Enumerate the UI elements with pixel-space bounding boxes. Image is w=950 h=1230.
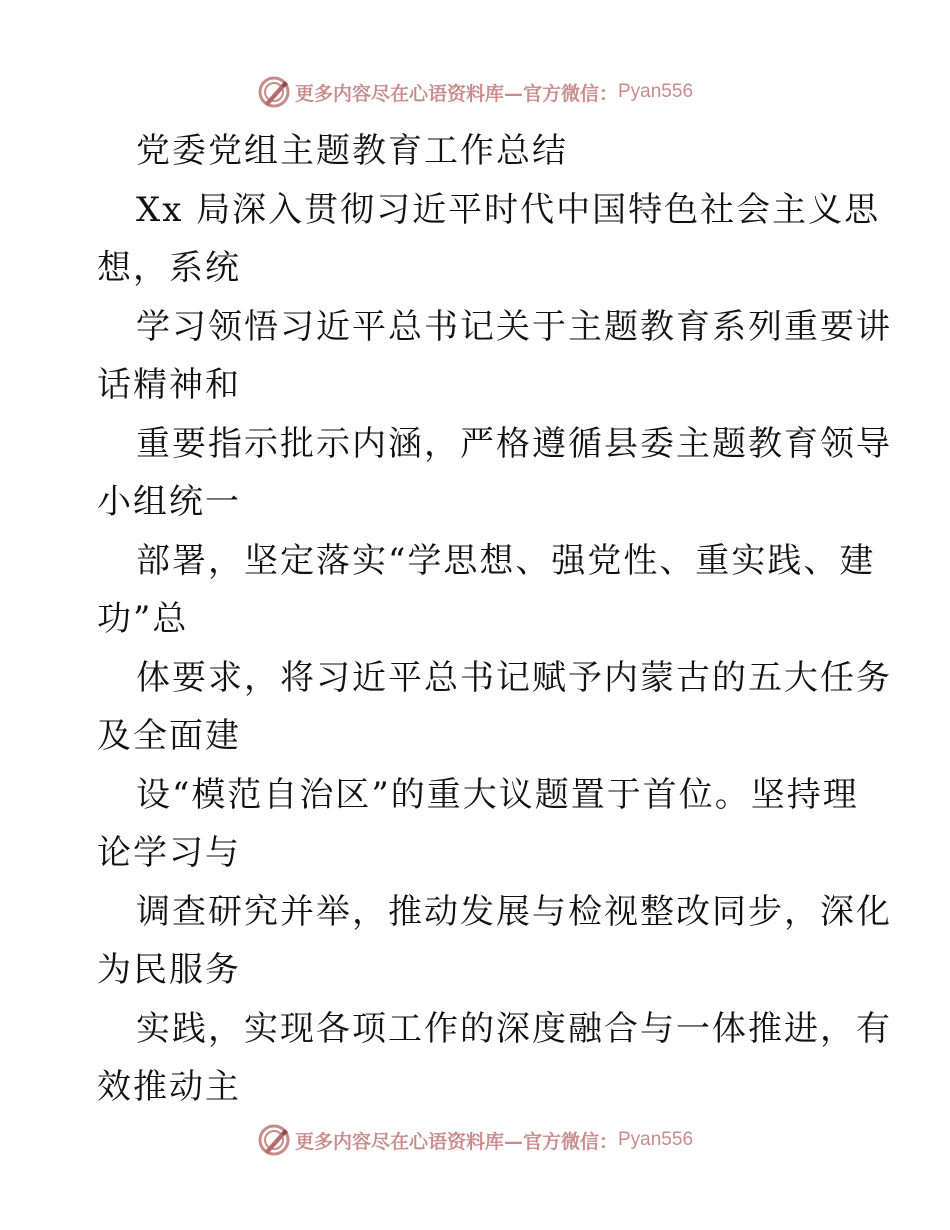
text-line: 体要求，将习近平总书记赋予内蒙古的五大任务 <box>136 657 892 698</box>
text-line: 功”总 <box>97 599 189 639</box>
watermark-wechat-id: Pyan556 <box>618 81 694 102</box>
text-line: 部署，坚定落实“学思想、强党性、重实践、建 <box>136 540 876 581</box>
text-line: 小组统一 <box>97 482 241 522</box>
watermark-text: 更多内容尽在心语资料库—官方微信： <box>294 1130 618 1153</box>
text-line: 学习领悟习近平总书记关于主题教育系列重要讲 <box>136 306 892 347</box>
text-line: 效推动主 <box>97 1067 241 1107</box>
text-line: 论学习与 <box>97 833 241 873</box>
document-body <box>97 122 892 1117</box>
text-line: 为民服务 <box>97 950 241 990</box>
pen-logo-icon <box>257 1123 291 1157</box>
text-line: 实践，实现各项工作的深度融合与一体推进，有 <box>136 1008 892 1049</box>
text-line: 想，系统 <box>97 248 241 288</box>
text-line: 重要指示批示内涵，严格遵循县委主题教育领导 <box>136 423 892 464</box>
text-line: 设“模范自治区”的重大议题置于首位。坚持理 <box>136 774 859 815</box>
watermark-text: 更多内容尽在心语资料库—官方微信： <box>294 82 618 105</box>
footer-watermark <box>0 1120 950 1160</box>
text-line: 话精神和 <box>97 365 241 405</box>
text-line: 调查研究并举，推动发展与检视整改同步，深化 <box>136 891 892 932</box>
text-line: Xx 局深入贯彻习近平时代中国特色社会主义思 <box>136 189 881 230</box>
header-watermark <box>0 72 950 112</box>
text-line: 及全面建 <box>97 716 241 756</box>
watermark-wechat-id: Pyan556 <box>618 1129 694 1150</box>
pen-logo-icon <box>257 75 291 109</box>
document-title: 党委党组主题教育工作总结 <box>136 131 568 171</box>
